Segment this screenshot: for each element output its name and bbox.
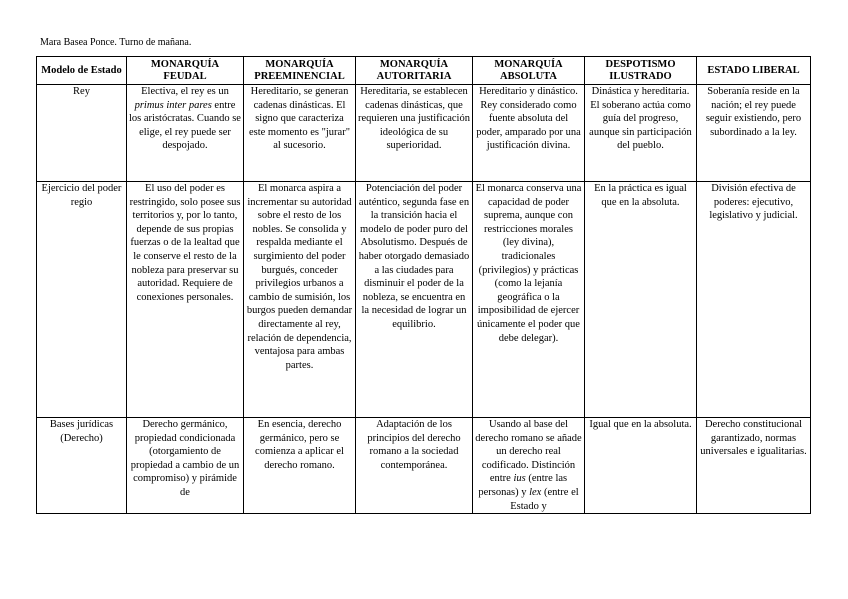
author-line: Mara Basea Ponce. Turno de mañana. — [40, 37, 192, 48]
cell-rey-preeminencial: Hereditario, se generan cadenas dinásticas. El signo que caracteriza este momento es "jurar" al sucesorio. — [244, 85, 356, 182]
cell-rey-liberal: Soberanía reside en la nación; el rey puede seguir existiendo, pero subordinado a la ley. — [697, 85, 811, 182]
table-row-ejercicio — [37, 182, 811, 418]
cell-italic-text: lex — [529, 486, 542, 498]
corner-header: Modelo de Estado — [37, 57, 127, 85]
column-header-preeminencial: MONARQUÍA PREEMINENCIAL — [244, 57, 356, 85]
comparison-table — [36, 56, 811, 514]
column-header-autoritaria: MONARQUÍA AUTORITARIA — [356, 57, 473, 85]
cell-bases-liberal: Derecho constitucional garantizado, normas universales e igualitarias. — [697, 418, 811, 514]
cell-ejercicio-absoluta: El monarca conserva una capacidad de poder suprema, aunque con restricciones morales (ley divina), tradicionales (privilegios) y prácticas (como la lejanía geográfica o la imposibilidad de ejercer únicamente el poder que debe delegar). — [473, 182, 585, 418]
cell-bases-despotismo: Igual que en la absoluta. — [585, 418, 697, 514]
cell-rey-absoluta: Hereditario y dinástico. Rey considerado como fuente absoluta del poder, amparado por una justificación divina. — [473, 85, 585, 182]
column-header-absoluta: MONARQUÍA ABSOLUTA — [473, 57, 585, 85]
cell-rey-autoritaria: Hereditaria, se establecen cadenas dinásticas, que requieren una justificación ideológica de su superioridad. — [356, 85, 473, 182]
column-header-liberal: ESTADO LIBERAL — [697, 57, 811, 85]
cell-rey-despotismo: Dinástica y hereditaria. El soberano actúa como guía del progreso, aunque sin participación del pueblo. — [585, 85, 697, 182]
cell-rey-feudal — [127, 85, 244, 182]
row-header-bases: Bases jurídicas (Derecho) — [37, 418, 127, 514]
cell-ejercicio-preeminencial: El monarca aspira a incrementar su autoridad sobre el resto de los nobles. Se consolida y respalda mediante el surgimiento del poder burgués, conceder privilegios urbanos a cambio de sumisión, los burgos pueden demandar directamente al rey, relación de dependencia, ventajosa para ambas partes. — [244, 182, 356, 418]
cell-text: Electiva, el rey es un — [141, 86, 229, 97]
cell-text: Usando al base del derecho romano se añade un derecho real codificado. Distinción entre — [475, 419, 582, 485]
cell-bases-preeminencial: En esencia, derecho germánico, pero se comienza a aplicar el derecho romano. — [244, 418, 356, 514]
row-header-ejercicio: Ejercicio del poder regio — [37, 182, 127, 418]
cell-ejercicio-despotismo: En la práctica es igual que en la absoluta. — [585, 182, 697, 418]
cell-ejercicio-autoritaria: Potenciación del poder auténtico, segunda fase en la transición hacia el modelo de poder puro del Absolutismo. Después de haber otorgado demasiado a las ciudades para disminuir el poder de la nobleza, se encuentra en la necesidad de lograr un equilibrio. — [356, 182, 473, 418]
cell-text: (entre el Estado y — [510, 486, 579, 512]
table-row-bases — [37, 418, 811, 514]
column-header-feudal: MONARQUÍA FEUDAL — [127, 57, 244, 85]
cell-bases-autoritaria: Adaptación de los principios del derecho romano a la sociedad contemporánea. — [356, 418, 473, 514]
cell-ejercicio-feudal: El uso del poder es restringido, solo posee sus territorios y, por lo tanto, depende de sus propias fuerzas o de la lealtad que le conserve el resto de la nobleza para preservar su autoridad. Requiere de conexiones personales. — [127, 182, 244, 418]
row-header-rey: Rey — [37, 85, 127, 182]
cell-text: entre los aristócratas. Cuando se elige, el rey puede ser despojado. — [129, 99, 241, 152]
header-row — [37, 57, 811, 85]
table-row-rey — [37, 85, 811, 182]
cell-italic-text: ius — [513, 473, 526, 485]
cell-bases-feudal: Derecho germánico, propiedad condicionada (otorgamiento de propiedad a cambio de un compromiso) y pirámide de — [127, 418, 244, 514]
cell-bases-absoluta — [473, 418, 585, 514]
column-header-despotismo: DESPOTISMO ILUSTRADO — [585, 57, 697, 85]
cell-ejercicio-liberal: División efectiva de poderes: ejecutivo, legislativo y judicial. — [697, 182, 811, 418]
cell-italic-text: primus inter pares — [134, 99, 212, 111]
cell-text: (entre las personas) y — [478, 473, 568, 498]
